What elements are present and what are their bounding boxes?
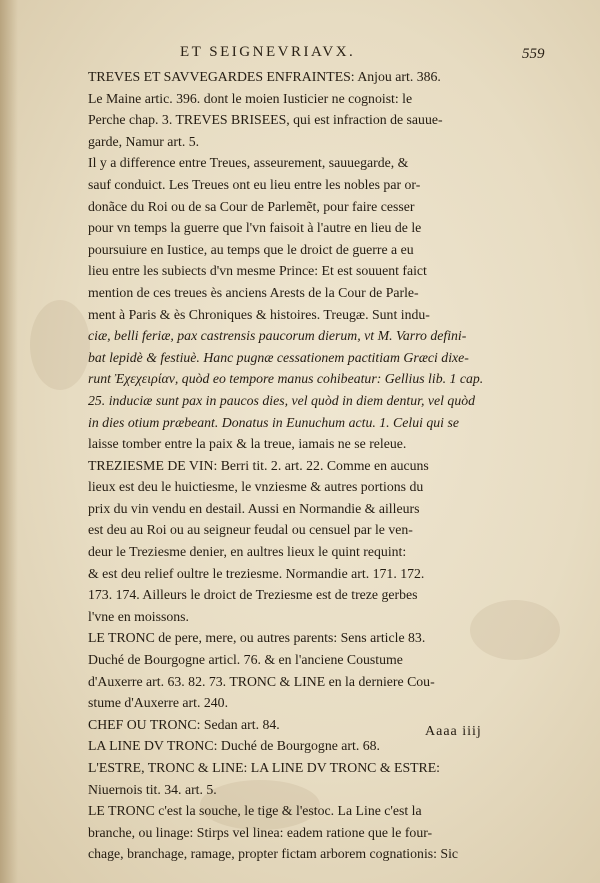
text-line: laisse tomber entre la paix & la treue, iamais ne se releue. <box>88 436 407 452</box>
text-line: Perche chap. 3. TREVES BRISEES, qui est infraction de sauue- <box>88 112 443 128</box>
text-line: sauf conduict. Les Treues ont eu lieu entre les nobles par or- <box>88 176 421 192</box>
text-line: ciæ, belli feriæ, pax castrensis paucorum dierum, vt M. Varro defini- <box>88 328 467 344</box>
text-line: TREZIESME DE VIN: Berri tit. 2. art. 22. Comme en aucuns <box>88 457 429 473</box>
text-line: LE TRONC c'est la souche, le tige & l'estoc. La Line c'est la <box>88 803 422 819</box>
text-line: mention de ces treues ès anciens Arests de la Cour de Parle- <box>88 284 419 300</box>
text-line: in dies otium præbeant. Donatus in Eunuchum actu. 1. Celui qui se <box>88 414 459 430</box>
text-line: 25. induciæ sunt pax in paucos dies, vel quòd in diem dentur, vel quòd <box>88 392 476 408</box>
text-line: d'Auxerre art. 63. 82. 73. TRONC & LINE en la derniere Cou- <box>88 673 435 689</box>
page-edge-shadow <box>0 0 18 883</box>
text-line: Il y a difference entre Treues, asseurement, sauuegarde, & <box>88 155 409 171</box>
text-line: stume d'Auxerre art. 240. <box>88 695 229 711</box>
text-line: chage, branchage, ramage, propter fictam arborem cognationis: Sic <box>88 846 459 862</box>
text-line: Duché de Bourgogne articl. 76. & en l'anciene Coustume <box>88 652 403 668</box>
body-text <box>88 66 518 865</box>
text-line: est deu au Roi ou au seigneur feudal ou censuel par le ven- <box>88 522 413 538</box>
text-line: CHEF OU TRONC: Sedan art. 84. <box>88 716 280 732</box>
text-line: LA LINE DV TRONC: Duché de Bourgogne art. 68. <box>88 738 380 754</box>
text-line: Niuernois tit. 34. art. 5. <box>88 781 217 797</box>
running-title: ET SEIGNEVRIAVX. <box>180 44 356 60</box>
text-line: & est deu relief oultre le treziesme. Normandie art. 171. 172. <box>88 565 425 581</box>
text-line: prix du vin vendu en destail. Aussi en Normandie & ailleurs <box>88 500 420 516</box>
page-number: 559 <box>522 46 545 62</box>
text-line: pour vn temps la guerre que l'vn faisoit à l'autre en lieu de le <box>88 220 422 236</box>
text-line: garde, Namur art. 5. <box>88 133 200 149</box>
text-line: branche, ou linage: Stirps vel linea: eadem ratione que le four- <box>88 824 433 840</box>
signature-mark: Aaaa iiij <box>425 724 482 739</box>
text-line: bat lepidè & festiuè. Hanc pugnæ cessationem pactitiam Græci dixe- <box>88 349 469 365</box>
text-line: l'vne en moissons. <box>88 608 189 624</box>
text-line: ment à Paris & ès Chroniques & histoires. Treugæ. Sunt indu- <box>88 306 430 322</box>
text-line: donãce du Roi ou de sa Cour de Parlemẽt, pour faire cesser <box>88 198 415 214</box>
paper-stain <box>30 300 90 390</box>
text-line: deur le Treziesme denier, en aultres lieux le quint requint: <box>88 544 407 560</box>
text-line: Le Maine artic. 396. dont le moien Iusticier ne cognoist: le <box>88 90 413 106</box>
text-line: lieux est deu le huictiesme, le vnziesme & autres portions du <box>88 479 424 495</box>
text-line: runt Ἐχεχειρίαν, quòd eo tempore manus cohibeatur: Gellius lib. 1 cap. <box>88 371 484 387</box>
text-line: poursuiure en Iustice, au temps que le droict de guerre a eu <box>88 241 414 257</box>
text-line: TREVES ET SAVVEGARDES ENFRAINTES: Anjou art. 386. <box>88 69 441 84</box>
text-line: 173. 174. Ailleurs le droict de Treziesme est de treze gerbes <box>88 587 418 603</box>
text-line: L'ESTRE, TRONC & LINE: LA LINE DV TRONC & ESTRE: <box>88 760 441 775</box>
text-line: lieu entre les subiects d'vn mesme Prince: Et est souuent faict <box>88 263 427 279</box>
text-line: LE TRONC de pere, mere, ou autres parents: Sens article 83. <box>88 630 426 646</box>
